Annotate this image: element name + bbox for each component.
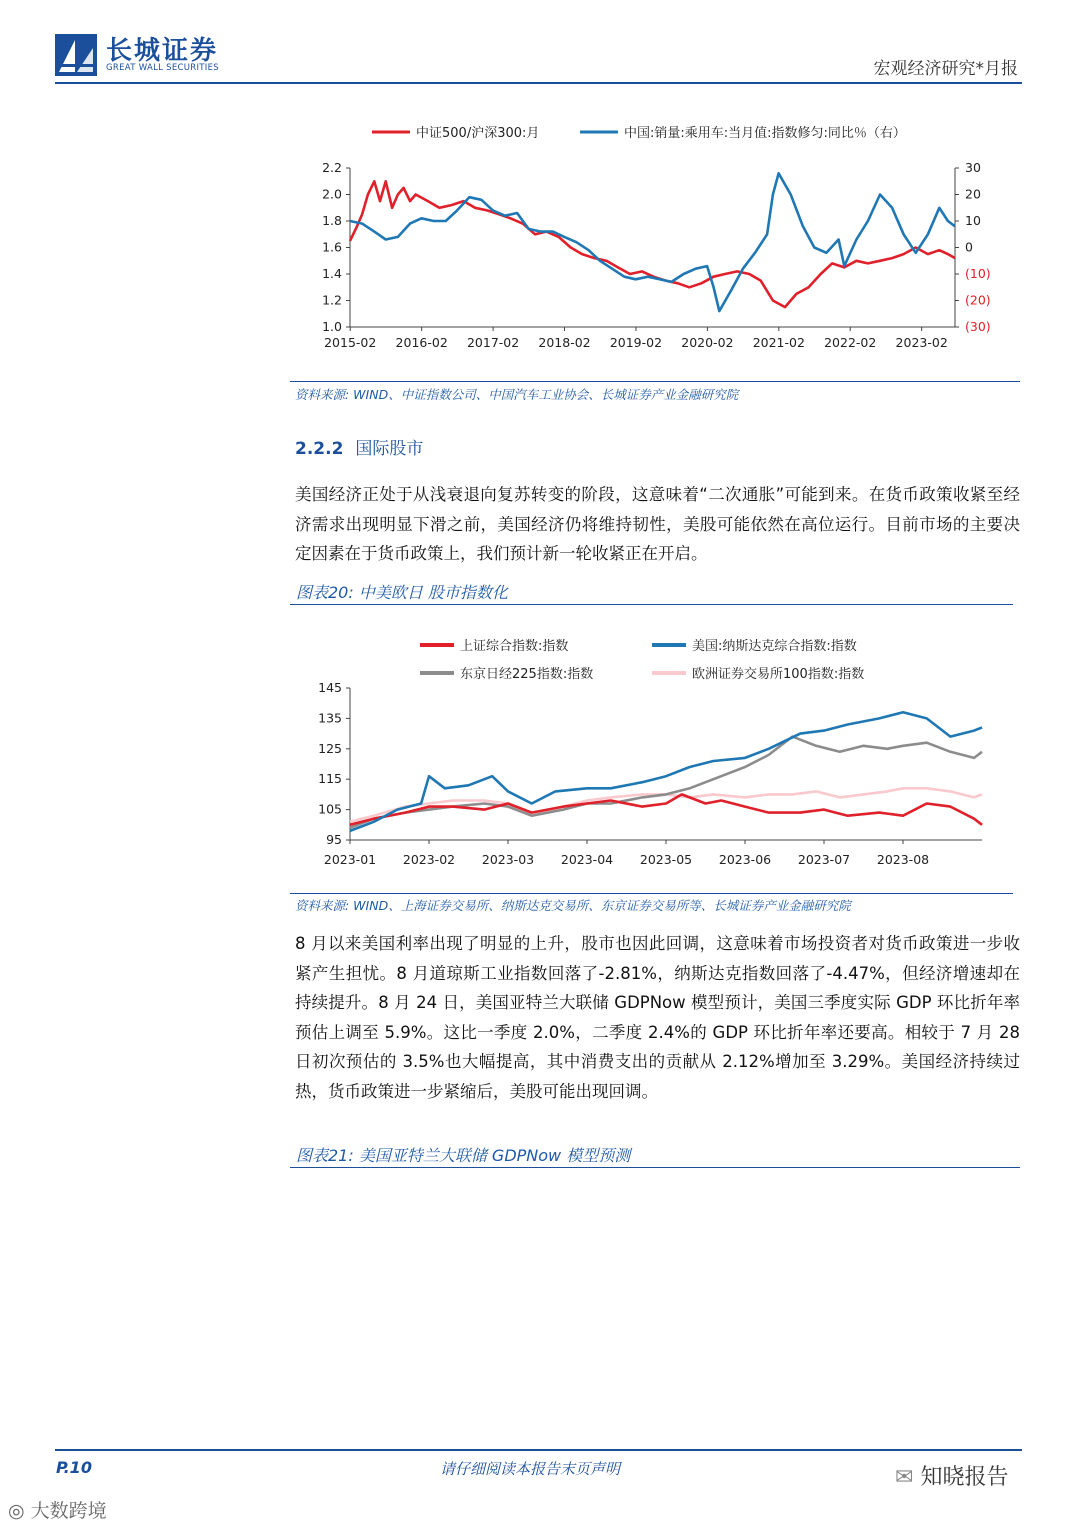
chart1-left-tick-label-4: 1.8	[322, 213, 342, 228]
chart1-right-tick-label-3: 0	[965, 239, 973, 255]
chart1-x-tick-label-4: 2019-02	[609, 335, 663, 350]
chart1-series-line-0	[350, 181, 955, 307]
chart2-x-tick-label-5: 2023-06	[718, 852, 772, 867]
chart1-left-tick-label-2: 1.4	[322, 266, 342, 281]
chart2-y-tick-label-3: 125	[318, 740, 342, 756]
chart1-x-tick-label-3: 2018-02	[538, 335, 591, 350]
figure20-source: 资料来源: WIND、上海证券交易所、纳斯达克交易所、东京证券交易所等、长城证券产业金融研究院	[295, 898, 851, 913]
chart2-x-tick-label-1: 2023-02	[402, 852, 456, 867]
chart1-x-tick-label-7: 2022-02	[824, 335, 877, 350]
section-number: 2.2.2	[295, 439, 344, 459]
chart2-series-line-0	[350, 794, 982, 824]
chart1-left-tick-label-1: 1.2	[322, 292, 342, 308]
chart1-legend	[372, 125, 906, 141]
figure19-source-divider	[290, 381, 1020, 382]
page-number: P.10	[56, 1458, 92, 1477]
chart1-right-tick-label-6: 30	[965, 160, 981, 175]
chart2-legend-label-3: 欧洲证券交易所100指数:指数	[692, 667, 865, 682]
figure21-title-divider	[290, 1167, 1020, 1168]
chart1-right-tick-label-2: (10)	[965, 266, 991, 281]
chart2-x-tick-label-2: 2023-03	[481, 852, 535, 867]
disclaimer-note: 请仔细阅读本报告末页声明	[440, 1460, 621, 1478]
watermark-dashu-text: 大数跨境	[30, 1500, 107, 1522]
chart1-left-tick-label-5: 2.0	[322, 186, 342, 202]
chart2-y-tick-label-5: 145	[318, 680, 342, 695]
report-type: 宏观经济研究*月报	[873, 59, 1018, 79]
header-divider	[55, 82, 1022, 84]
chart1-plot-area	[322, 160, 991, 350]
watermark-zhixiao-text: 知晓报告	[920, 1465, 1009, 1490]
chart1-x-tick-label-1: 2016-02	[395, 335, 448, 350]
chart2-legend-label-0: 上证综合指数:指数	[460, 639, 569, 654]
chart2-x-tick-label-6: 2023-07	[797, 852, 851, 867]
chart2-legend	[420, 638, 864, 682]
chart1-right-tick-label-1: (20)	[965, 292, 991, 308]
chart1-left-tick-label-6: 2.2	[322, 160, 342, 175]
watermark-zhixiao	[895, 1460, 1008, 1491]
chart1-right-tick-label-4: 10	[965, 213, 981, 228]
chart2-x-tick-label-7: 2023-08	[876, 852, 930, 867]
chart1-left-tick-label-0: 1.0	[322, 319, 342, 334]
figure19-chart	[290, 115, 1030, 365]
figure21-title: 图表21: 美国亚特兰大联储 GDPNow 模型预测	[296, 1146, 631, 1165]
company-logo-english: GREAT WALL SECURITIES	[106, 63, 219, 73]
chart1-right-tick-label-0: (30)	[965, 319, 991, 334]
paragraph-outlook: 美国经济正处于从浅衰退向复苏转变的阶段，这意味着“二次通胀”可能到来。在货币政策收紧至经济需求出现明显下滑之前，美国经济仍将维持韧性，美股可能依然在高位运行。目前市场的主要决定因素在于货币政策上，我们预计新一轮收紧正在开启。	[295, 485, 1020, 563]
chart2-legend-label-1: 美国:纳斯达克综合指数:指数	[692, 639, 857, 654]
chart1-x-tick-label-5: 2020-02	[681, 335, 734, 350]
chart2-x-tick-label-0: 2023-01	[323, 852, 377, 867]
chart1-x-tick-label-8: 2023-02	[895, 335, 948, 350]
figure20-title-divider	[290, 604, 1013, 605]
chart1-series-line-1	[350, 173, 955, 311]
chart1-legend-label-0: 中证500/沪深300:月	[416, 126, 540, 141]
chart2-plot-area	[318, 680, 982, 867]
figure19-source: 资料来源: WIND、中证指数公司、中国汽车工业协会、长城证券产业金融研究院	[295, 387, 739, 402]
figure20-title: 图表20: 中美欧日 股市指数化	[296, 583, 508, 602]
chart2-y-tick-label-0: 95	[326, 832, 342, 847]
chart2-y-tick-label-2: 115	[318, 771, 342, 787]
section-heading	[295, 434, 423, 459]
chart2-y-tick-label-1: 105	[318, 801, 342, 817]
dashu-logo-icon: ◎	[8, 1500, 25, 1522]
watermark-dashu	[8, 1496, 107, 1523]
figure20-source-divider	[290, 893, 1013, 894]
chart1-x-tick-label-6: 2021-02	[752, 335, 805, 350]
chart1-right-tick-label-5: 20	[965, 186, 981, 202]
company-logo-text: 长城证券	[106, 36, 219, 66]
chart1-left-tick-label-3: 1.6	[322, 239, 342, 255]
paragraph-us-rates: 8 月以来美国利率出现了明显的上升，股市也因此回调，这意味着市场投资者对货币政策进一步收紧产生担忧。8 月道琼斯工业指数回落了-2.81%，纳斯达克指数回落了-4.47%，但经济增速却在持续提升。8 月 24 日，美国亚特兰大联储 GDPNow 模型预计，美国三季度实际 GDP 环比折年率预估上调至 5.9%。这比一季度 2.0%，二季度 2.4%的 GDP 环比折年率还要高。相较于 7 月 28 日初次预估的 3.5%也大幅提高，其中消费支出的贡献从 2.12%增加至 3.29%。美国经济持续过热，货币政策进一步紧缩后，美股可能出现回调。	[295, 934, 1020, 1101]
logo-mark-icon	[55, 34, 97, 76]
chart2-x-tick-label-3: 2023-04	[560, 852, 614, 867]
wechat-icon: ✉	[895, 1465, 914, 1490]
chart2-y-tick-label-4: 135	[318, 710, 342, 726]
section-title: 国际股市	[355, 439, 424, 459]
chart1-x-tick-label-2: 2017-02	[466, 335, 520, 350]
figure20-chart	[290, 630, 1000, 875]
chart1-legend-label-1: 中国:销量:乘用车:当月值:指数修匀:同比％（右）	[624, 126, 906, 141]
chart2-x-tick-label-4: 2023-05	[639, 852, 693, 867]
footer-divider	[55, 1449, 1022, 1451]
chart2-legend-label-2: 东京日经225指数:指数	[460, 667, 594, 682]
chart1-x-tick-label-0: 2015-02	[324, 335, 377, 350]
